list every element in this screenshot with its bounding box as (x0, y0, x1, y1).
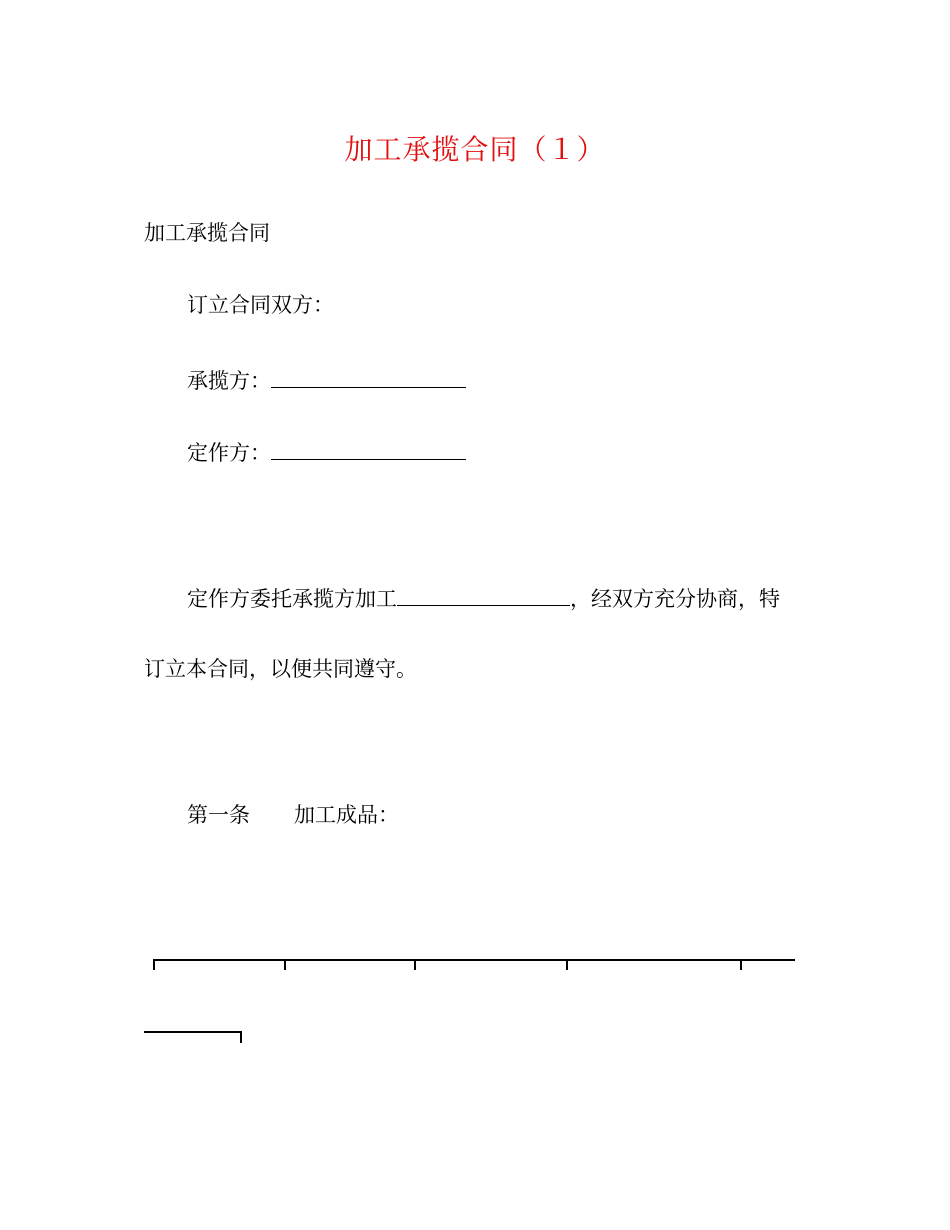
document-subtitle: 加工承揽合同 (144, 221, 270, 245)
client-blank (271, 437, 466, 460)
table-column-divider (566, 959, 568, 970)
client-line (187, 437, 466, 468)
intro-line-2: 订立本合同，以便共同遵守。 (144, 657, 417, 681)
product-blank (397, 583, 570, 606)
table-column-divider (740, 959, 742, 970)
contractor-label: 承揽方： (187, 369, 271, 393)
article-1-number: 第一条 (187, 803, 250, 827)
article-1-heading (187, 800, 399, 830)
table-column-divider (284, 959, 286, 970)
contractor-line (187, 365, 466, 396)
contractor-blank (271, 365, 466, 388)
document-title: 加工承揽合同（１） (344, 133, 606, 166)
table-top-border (153, 959, 795, 961)
intro-line-1 (187, 583, 780, 614)
parties-heading: 订立合同双方： (187, 293, 334, 317)
table-column-divider (414, 959, 416, 970)
table-column-divider (240, 1031, 242, 1043)
intro-suffix: ，经双方充分协商，特 (570, 587, 780, 611)
intro-prefix: 定作方委托承揽方加工 (187, 587, 397, 611)
client-label: 定作方： (187, 441, 271, 465)
table-column-divider (153, 959, 155, 970)
table-continuation-border (144, 1031, 242, 1033)
article-1-title: 加工成品： (294, 803, 399, 827)
